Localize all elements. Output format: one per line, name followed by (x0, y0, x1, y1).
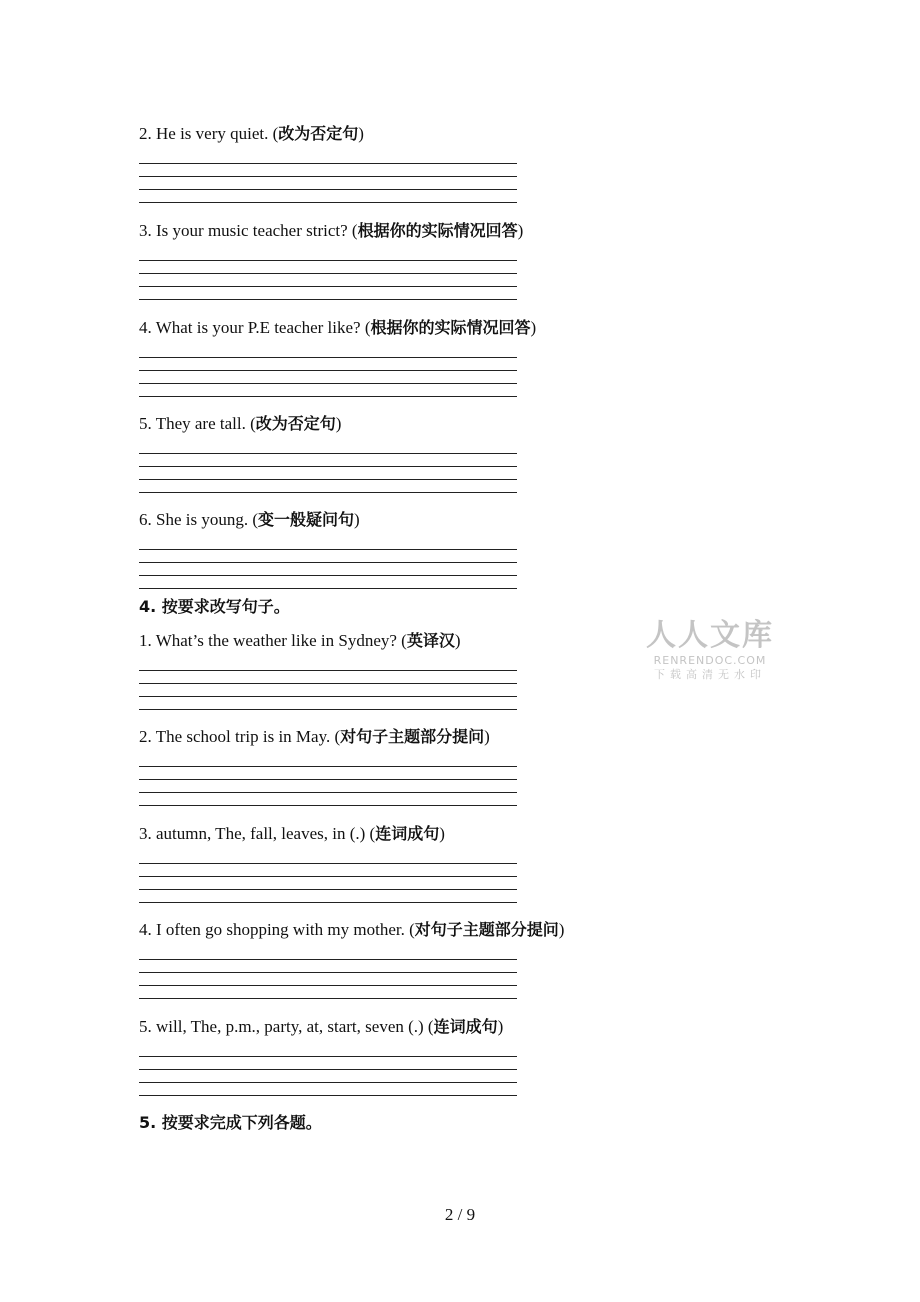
watermark-logo (645, 618, 775, 683)
answer-lines[interactable] (139, 766, 517, 806)
answer-lines[interactable] (139, 549, 517, 589)
section4-question-5: 5. will, The, p.m., party, at, start, seven (.) (连词成句) (139, 1017, 504, 1036)
watermark-domain: RENRENDOC.COM (653, 654, 767, 667)
section-5-heading: 5. 按要求完成下列各题。 (139, 1113, 322, 1132)
answer-lines[interactable] (139, 453, 517, 493)
question-4: 4. What is your P.E teacher like? (根据你的实际情况回答) (139, 318, 537, 337)
section4-question-3: 3. autumn, The, fall, leaves, in (.) (连词成句) (139, 824, 445, 843)
page-number: 2 / 9 (444, 1205, 476, 1224)
section4-question-1: 1. What’s the weather like in Sydney? (英译汉) (139, 631, 461, 650)
answer-lines[interactable] (139, 670, 517, 710)
answer-lines[interactable] (139, 959, 517, 999)
section4-question-4: 4. I often go shopping with my mother. (对句子主题部分提问) (139, 920, 565, 939)
question-5: 5. They are tall. (改为否定句) (139, 414, 342, 433)
watermark-title: 人人文库 (646, 618, 774, 653)
answer-lines[interactable] (139, 163, 517, 203)
question-6: 6. She is young. (变一般疑问句) (139, 510, 360, 529)
answer-lines[interactable] (139, 357, 517, 397)
section4-question-2: 2. The school trip is in May. (对句子主题部分提问) (139, 727, 490, 746)
question-2: 2. He is very quiet. (改为否定句) (139, 124, 364, 143)
answer-lines[interactable] (139, 863, 517, 903)
watermark-tagline: 下载高清无水印 (654, 668, 766, 681)
answer-lines[interactable] (139, 1056, 517, 1096)
section-4-heading: 4. 按要求改写句子。 (139, 597, 290, 616)
answer-lines[interactable] (139, 260, 517, 300)
question-3: 3. Is your music teacher strict? (根据你的实际情况回答) (139, 221, 524, 240)
